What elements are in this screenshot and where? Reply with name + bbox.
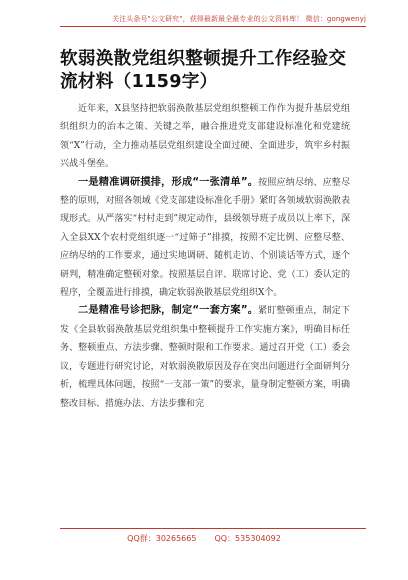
footer-contact — [0, 533, 408, 544]
paragraph-intro — [60, 100, 350, 174]
footer-qq-group: QQ群：30265665 — [127, 534, 197, 543]
document-body — [60, 100, 350, 413]
paragraph-text: 紧盯整顿重点，制定下发《全县软弱涣散基层党组织集中整顿提升工作实施方案》，明确目标任务、整顿重点、方法步骤、整顿时限和工作要求。通过召开党（工）委会议，专题进行研究讨论，对软弱涣散原因及存在突出问题进行全面研判分析，梳理具体问题，按照“一支部一策”的要求，量身制定整顿方案，明确整改目标、措施办法、方法步骤和完 — [60, 306, 350, 409]
header-divider — [60, 26, 366, 27]
footer-divider — [60, 528, 366, 529]
footer-qq: QQ：535304092 — [214, 534, 281, 543]
document-title: 软弱涣散党组织整顿提升工作经验交流材料（1159字） — [60, 49, 347, 92]
paragraph-text: 按照应纳尽纳、应整尽整的原则，对照各领域《党支部建设标准化手册》紧盯各领域软弱涣散表现形式。从严落实“村村走到”规定动作，县级领导班子成员以上率下，深入全县XX个农村党组织逐一“过筛子”排摸，按照不定比例、应整尽整、应纳尽纳的工作要求，通过实地调研、随机走访、个别谈话等方式，逐个研判，精准确定整顿对象。按照基层自评、联席讨论、党（工）委认定的程序，全覆盖进行排摸，确定软弱涣散基层党组织X个。 — [60, 177, 350, 299]
paragraph-diagnosis — [60, 302, 350, 412]
header-banner: 关注头条号"公文研究"，获得最新最全最专业的公文资料库！ 微信：gongwenyj — [112, 15, 366, 23]
paragraph-survey — [60, 174, 350, 303]
paragraph-lead: 二是精准号诊把脉，制定“一套方案”。 — [78, 305, 259, 317]
paragraph-lead: 一是精准调研摸排，形成“一张清单”。 — [78, 176, 259, 188]
paragraph-text: 近年来，X县坚持把软弱涣散基层党组织整顿工作作为提升基层党组织组织力的治本之策、关键之举，融合推进党支部建设标准化和党建统领“X”行动，全力推动基层党组织建设全面过硬、全面进步，筑牢乡村振兴战斗堡垒。 — [60, 104, 350, 170]
